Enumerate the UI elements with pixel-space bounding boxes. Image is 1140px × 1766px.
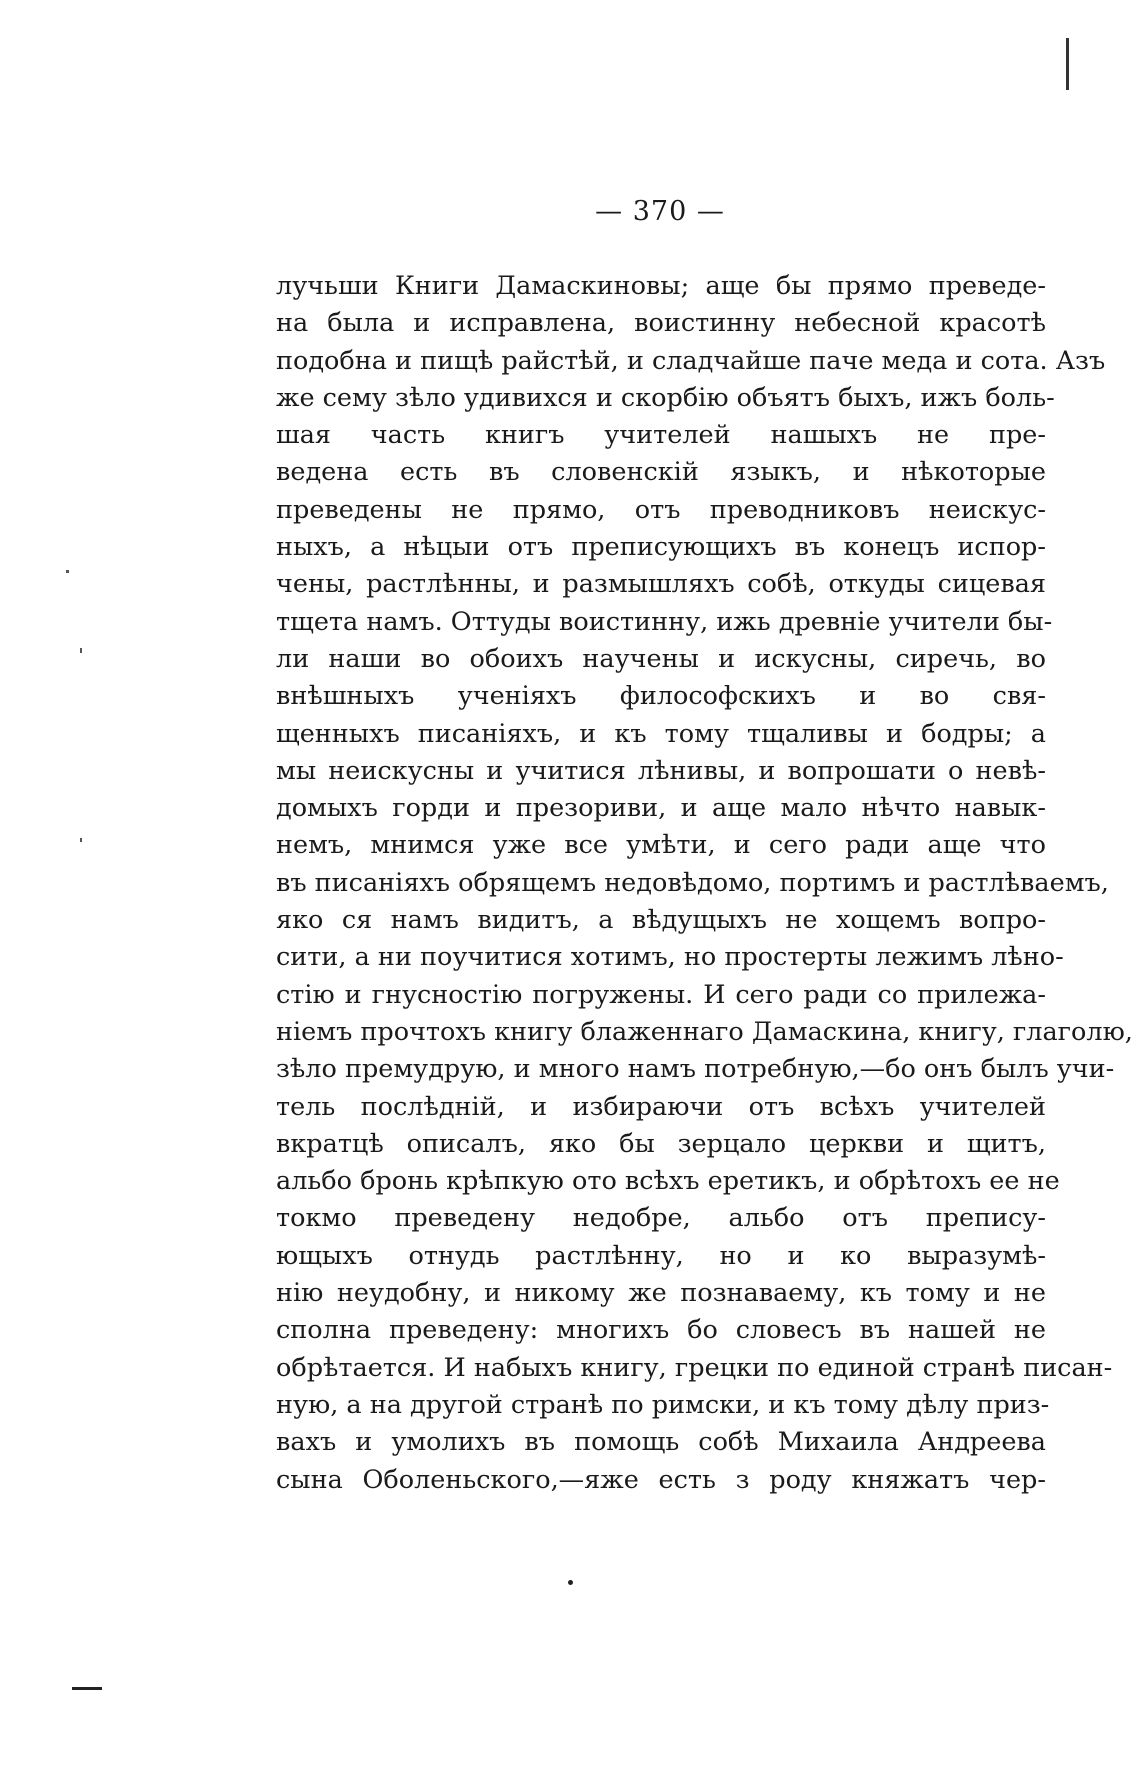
text-line: мы неискусны и учитися лѣнивы, и вопрошати о невѣ- <box>276 755 1046 786</box>
text-line: же сему зѣло удивихся и скорбію объятъ быхъ, ижъ боль- <box>276 382 1055 413</box>
text-line: ведена есть въ словенскій языкъ, и нѣкоторые <box>276 457 1046 488</box>
text-line: яко ся намъ видитъ, а вѣдущыхъ не хощемъ вопро- <box>276 905 1046 936</box>
text-line: ющыхъ отнудь растлѣнну, но и ко выразумѣ- <box>276 1240 1046 1271</box>
margin-speck <box>80 838 82 842</box>
text-line: обрѣтается. И набыхъ книгу, грецки по единой странѣ писан- <box>276 1352 1113 1383</box>
text-line: стію и гнусностію погружены. И сего ради со прилежа- <box>276 979 1046 1010</box>
body-text <box>276 268 1133 1499</box>
text-line: въ писаніяхъ обрящемъ недовѣдомо, портимъ и растлѣваемъ, <box>276 867 1109 898</box>
text-line: вкратцѣ описалъ, яко бы зерцало церкви и щитъ, <box>276 1128 1046 1159</box>
text-line: ніемъ прочтохъ книгу блаженнаго Дамаскина, книгу, глаголю, <box>276 1016 1133 1047</box>
text-line: щенныхъ писаніяхъ, и къ тому тщаливы и бодры; а <box>276 718 1046 749</box>
text-line: преведены не прямо, отъ преводниковъ неискус- <box>276 494 1046 525</box>
text-line: токмо преведену недобре, альбо отъ препису- <box>276 1203 1046 1234</box>
page-speck <box>568 1580 573 1585</box>
text-line: на была и исправлена, воистинну небесной красотѣ <box>276 308 1046 339</box>
text-line: зѣло премудрую, и много намъ потребную,—бо онъ былъ учи- <box>276 1054 1115 1085</box>
page-number: — 370 — <box>595 196 725 227</box>
text-line: лучьши Книги Дамаскиновы; аще бы прямо преведе- <box>276 271 1046 301</box>
text-line: подобна и пищѣ райстѣй, и сладчайше паче меда и сота. Азъ <box>276 345 1106 376</box>
text-line: ную, а на другой странѣ по римски, и къ тому дѣлу приз- <box>276 1389 1050 1420</box>
text-line: вахъ и умолихъ въ помощь собѣ Михаила Андреева <box>276 1427 1046 1458</box>
text-line: сына Оболеньского,—яже есть з роду княжатъ чер- <box>276 1464 1046 1495</box>
text-line: домыхъ горди и презориви, и аще мало нѣчто навык- <box>276 793 1046 824</box>
text-line: ныхъ, а нѣцыи отъ преписующихъ въ конецъ испор- <box>276 532 1046 563</box>
text-line: внѣшныхъ ученіяхъ философскихъ и во свя- <box>276 681 1046 712</box>
text-line: нію неудобну, и никому же познаваему, къ тому и не <box>276 1278 1046 1309</box>
text-line: тель послѣдній, и избираючи отъ всѣхъ учителей <box>276 1091 1046 1122</box>
margin-dash <box>72 1687 102 1690</box>
text-line: ли наши во обоихъ научены и искусны, сиречь, во <box>276 643 1046 674</box>
margin-speck <box>80 648 82 653</box>
page-edge-mark <box>1066 38 1069 90</box>
margin-speck <box>66 570 69 573</box>
text-line: немъ, мнимся уже все умѣти, и сего ради аще что <box>276 830 1046 861</box>
text-line: сполна преведену: многихъ бо словесъ въ нашей не <box>276 1315 1046 1346</box>
text-line: сити, а ни поучитися хотимъ, но простерты лежимъ лѣно- <box>276 942 1064 973</box>
text-line: тщета намъ. Оттуды воистинну, ижь древніе учители бы- <box>276 606 1053 637</box>
text-line: шая часть книгъ учителей нашыхъ не пре- <box>276 420 1046 451</box>
text-line: чены, растлѣнны, и размышляхъ собѣ, откуды сицевая <box>276 569 1046 600</box>
text-line: альбо бронь крѣпкую ото всѣхъ еретикъ, и обрѣтохъ ее не <box>276 1166 1060 1197</box>
